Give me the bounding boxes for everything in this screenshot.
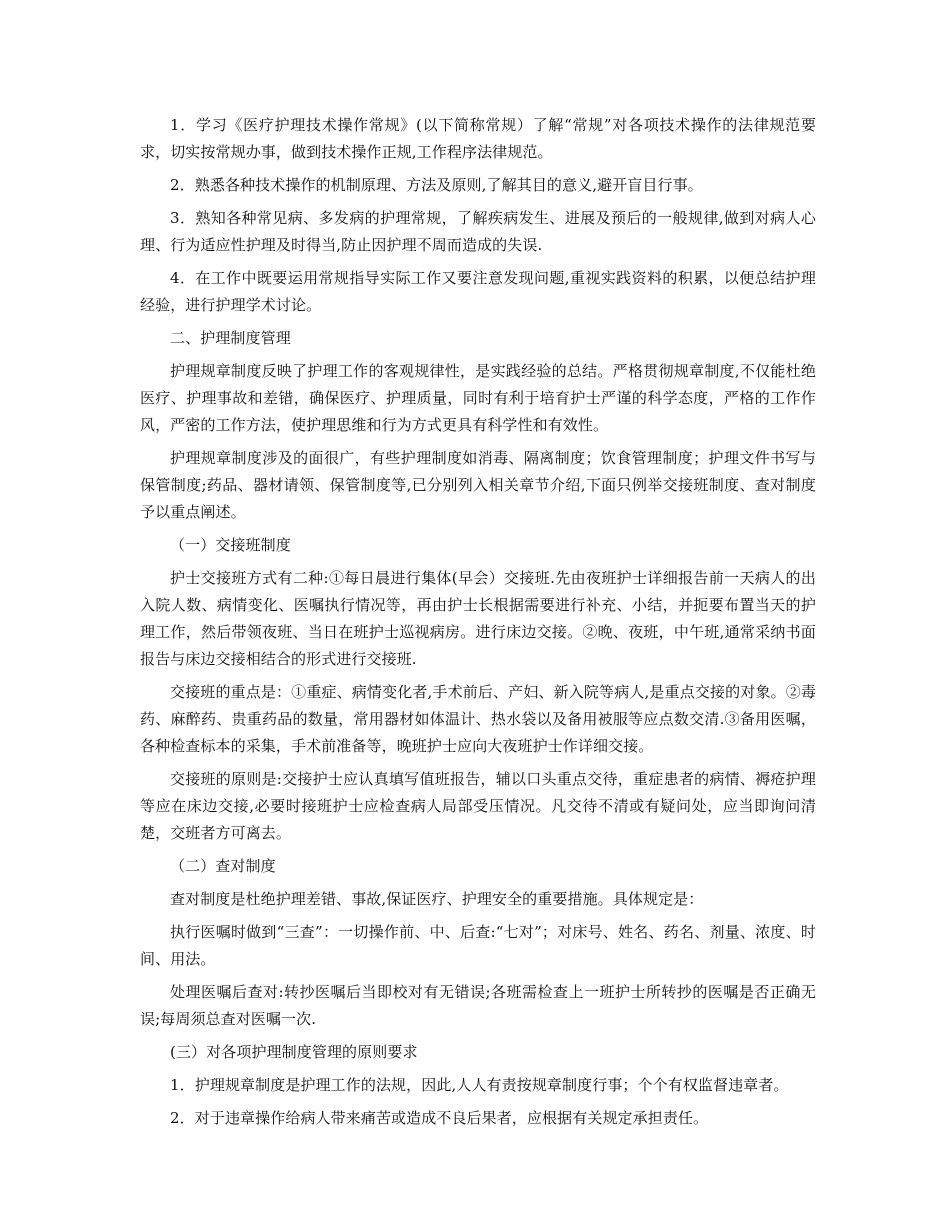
document-body (140, 112, 816, 1138)
section-heading-nursing-system: 二、护理制度管理 (170, 329, 291, 347)
subheading-shift-handover: （一）交接班制度 (170, 536, 291, 554)
paragraph-rules-reflection: 护理规章制度反映了护理工作的客观规律性，是实践经验的总结。严格贯彻规章制度,不仅能杜绝医疗、护理事故和差错，确保医疗、护理质量，同时有利于培育护士严谨的科学态度，严格的工作作风，严密的工作方法，使护理思维和行为方式更具有科学性和有效性。 (140, 362, 816, 434)
paragraph-handover-methods: 护士交接班方式有二种:①每日晨进行集体(早会）交接班.先由夜班护士详细报告前一天病人的出入院人数、病情变化、医嘱执行情况等，再由护士长根据需要进行补充、小结，并扼要布置当天的护理工作，然后带领夜班、当日在班护士巡视病房。进行床边交接。②晚、夜班，中午班,通常采纳书面报告与床边交接相结合的形式进行交接班. (140, 569, 816, 668)
paragraph-checking-intro: 查对制度是杜绝护理差错、事故,保证医疗、护理安全的重要措施。具体规定是： (170, 890, 704, 908)
paragraph-order-verification: 处理医嘱后查对:转抄医嘱后当即校对有无错误;各班需检查上一班护士所转抄的医嘱是否正确无误;每周须总查对医嘱一次. (140, 983, 816, 1028)
paragraph-rules-scope: 护理规章制度涉及的面很广，有些护理制度如消毒、隔离制度；饮食管理制度；护理文件书写与保管制度;药品、器材请领、保管制度等,已分别列入相关章节介绍,下面只例举交接班制度、查对制度予以重点阐述。 (140, 449, 816, 521)
subheading-checking-system: （二）查对制度 (170, 857, 276, 875)
paragraph-practice-experience: 4．在工作中既要运用常规指导实际工作又要注意发现问题,重视实践资料的积累，以便总结护理经验，进行护理学术讨论。 (140, 269, 816, 314)
paragraph-technique-principles: 2．熟悉各种技术操作的机制原理、方法及原则,了解其目的意义,避开盲目行事。 (170, 176, 703, 194)
paragraph-requirement-1: 1．护理规章制度是护理工作的法规，因此,人人有责按规章制度行事；个个有权监督违章者。 (170, 1076, 789, 1094)
paragraph-requirement-2: 2．对于违章操作给病人带来痛苦或造成不良后果者，应根据有关规定承担责任。 (170, 1109, 709, 1127)
paragraph-three-checks: 执行医嘱时做到“三查”：一切操作前、中、后查:“七对”；对床号、姓名、药名、剂量、浓度、时间、用法。 (140, 923, 816, 968)
paragraph-standard-study: 1．学习《医疗护理技术操作常规》(以下简称常规）了解“常规”对各项技术操作的法律规范要求，切实按常规办事，做到技术操作正规,工作程序法律规范。 (140, 116, 816, 161)
subheading-management-requirements: (三）对各项护理制度管理的原则要求 (170, 1043, 418, 1061)
paragraph-handover-key-points: 交接班的重点是：①重症、病情变化者,手术前后、产妇、新入院等病人,是重点交接的对象。②毒药、麻醉药、贵重药品的数量，常用器材如体温计、热水袋以及备用被服等应点数交清.③备用医嘱，各种检查标本的采集，手术前准备等，晚班护士应向大夜班护士作详细交接。 (140, 683, 816, 755)
paragraph-handover-principles: 交接班的原则是:交接护士应认真填写值班报告，辅以口头重点交待，重症患者的病情、褥疮护理等应在床边交接,必要时接班护士应检查病人局部受压情况。凡交待不清或有疑问处，应当即询问清楚，交班者方可离去。 (140, 770, 816, 842)
paragraph-nursing-routines: 3．熟知各种常见病、多发病的护理常规，了解疾病发生、进展及预后的一般规律,做到对病人心理、行为适应性护理及时得当,防止因护理不周而造成的失误. (140, 209, 816, 254)
